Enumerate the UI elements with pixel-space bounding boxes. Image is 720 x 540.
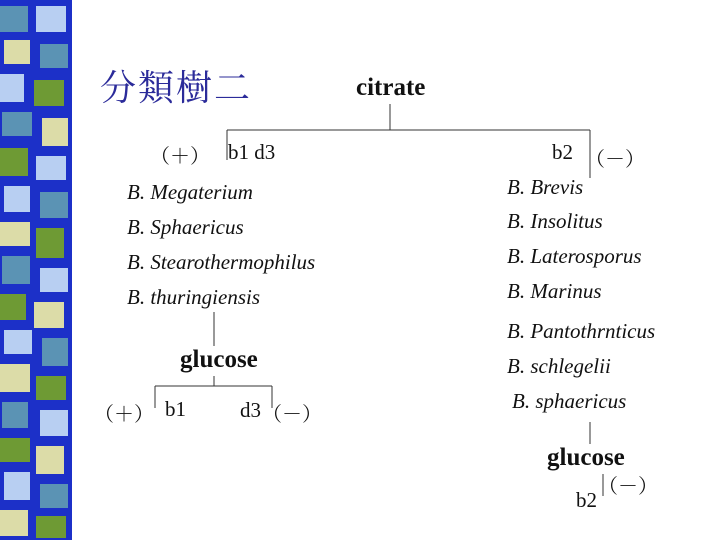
left-glucose-pos-label: b1 — [165, 397, 186, 421]
right-glucose-neg-label: b2 — [576, 488, 597, 512]
left-species-item: B. Megaterium — [127, 180, 253, 204]
right-species-item: B. Pantothrnticus — [507, 319, 656, 343]
right-branch-sign: （－） — [585, 147, 645, 171]
root-node-citrate: citrate — [356, 74, 426, 101]
right-glucose-neg-sign: （－） — [598, 474, 658, 498]
left-glucose-neg-label: d3 — [240, 398, 261, 422]
right-species-item: B. Brevis — [507, 175, 584, 199]
left-glucose-neg-sign: （－） — [262, 402, 322, 426]
left-species-item: B. Stearothermophilus — [127, 250, 316, 274]
right-branch-label: b2 — [552, 140, 573, 164]
right-species-item: B. Insolitus — [507, 209, 603, 233]
page-title: 分類樹二 — [100, 68, 253, 109]
left-branch-label: b1 d3 — [228, 140, 276, 164]
left-glucose-node: glucose — [180, 346, 258, 373]
right-species-item: B. Laterosporus — [507, 244, 642, 268]
right-species-item: B. Marinus — [507, 279, 602, 303]
left-species-item: B. thuringiensis — [127, 285, 261, 309]
right-species-item: B. schlegelii — [507, 354, 611, 378]
right-glucose-node: glucose — [547, 444, 625, 471]
left-species-item: B. Sphaericus — [127, 215, 244, 239]
left-branch-sign: （＋） — [150, 144, 210, 168]
left-glucose-pos-sign: （＋） — [94, 402, 154, 426]
right-species-item: B. sphaericus — [512, 389, 627, 413]
